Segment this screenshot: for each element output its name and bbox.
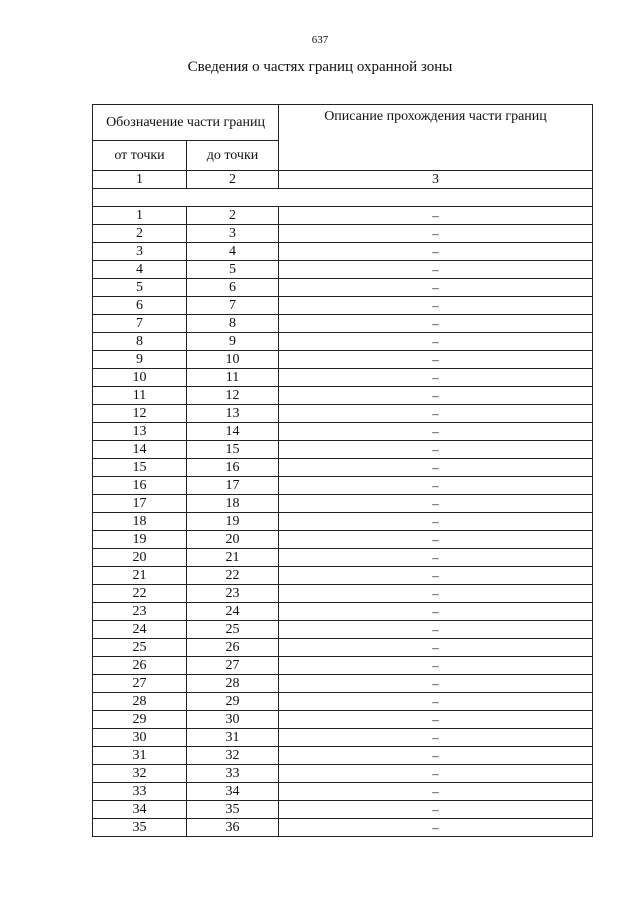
table-row (93, 567, 593, 585)
from-point-cell: 21 (93, 567, 187, 585)
to-point-cell: 36 (187, 819, 279, 837)
to-point-cell: 27 (187, 657, 279, 675)
from-point-cell: 8 (93, 333, 187, 351)
header-description: Описание прохождения части границ (279, 105, 593, 171)
from-point-cell: 16 (93, 477, 187, 495)
description-cell: – (279, 513, 593, 531)
description-cell: – (279, 297, 593, 315)
table-row (93, 297, 593, 315)
table-row (93, 261, 593, 279)
from-point-cell: 20 (93, 549, 187, 567)
from-point-cell: 32 (93, 765, 187, 783)
spacer-cell (93, 189, 593, 207)
to-point-cell: 6 (187, 279, 279, 297)
description-cell: – (279, 585, 593, 603)
description-cell: – (279, 225, 593, 243)
page-number: 637 (311, 34, 329, 46)
table-row (93, 747, 593, 765)
to-point-cell: 18 (187, 495, 279, 513)
table-row (93, 459, 593, 477)
description-cell: – (279, 603, 593, 621)
from-point-cell: 5 (93, 279, 187, 297)
table-row (93, 387, 593, 405)
table-row (93, 585, 593, 603)
description-cell: – (279, 477, 593, 495)
from-point-cell: 29 (93, 711, 187, 729)
from-point-cell: 28 (93, 693, 187, 711)
from-point-cell: 15 (93, 459, 187, 477)
description-cell: – (279, 567, 593, 585)
table-row (93, 351, 593, 369)
table-row (93, 711, 593, 729)
description-cell: – (279, 549, 593, 567)
from-point-cell: 3 (93, 243, 187, 261)
table-row (93, 279, 593, 297)
to-point-cell: 21 (187, 549, 279, 567)
from-point-cell: 30 (93, 729, 187, 747)
description-cell: – (279, 333, 593, 351)
to-point-cell: 14 (187, 423, 279, 441)
to-point-cell: 2 (187, 207, 279, 225)
from-point-cell: 7 (93, 315, 187, 333)
from-point-cell: 6 (93, 297, 187, 315)
to-point-cell: 32 (187, 747, 279, 765)
description-cell: – (279, 315, 593, 333)
from-point-cell: 9 (93, 351, 187, 369)
description-cell: – (279, 657, 593, 675)
from-point-cell: 23 (93, 603, 187, 621)
description-cell: – (279, 369, 593, 387)
to-point-cell: 25 (187, 621, 279, 639)
column-number-1: 1 (93, 171, 187, 189)
to-point-cell: 4 (187, 243, 279, 261)
table-row (93, 783, 593, 801)
boundary-parts-table (92, 104, 593, 837)
description-cell: – (279, 387, 593, 405)
table-row (93, 549, 593, 567)
header-boundary-parts: Обозначение части границ (93, 105, 279, 141)
description-cell: – (279, 675, 593, 693)
to-point-cell: 24 (187, 603, 279, 621)
description-cell: – (279, 441, 593, 459)
description-cell: – (279, 783, 593, 801)
table-row (93, 603, 593, 621)
column-number-row (93, 171, 593, 189)
from-point-cell: 2 (93, 225, 187, 243)
table-row (93, 693, 593, 711)
to-point-cell: 9 (187, 333, 279, 351)
spacer-row (93, 189, 593, 207)
table-row (93, 657, 593, 675)
to-point-cell: 10 (187, 351, 279, 369)
to-point-cell: 31 (187, 729, 279, 747)
table-row (93, 369, 593, 387)
description-cell: – (279, 207, 593, 225)
to-point-cell: 17 (187, 477, 279, 495)
description-cell: – (279, 693, 593, 711)
table-row (93, 513, 593, 531)
table-row (93, 405, 593, 423)
to-point-cell: 20 (187, 531, 279, 549)
table-row (93, 801, 593, 819)
to-point-cell: 16 (187, 459, 279, 477)
description-cell: – (279, 423, 593, 441)
from-point-cell: 27 (93, 675, 187, 693)
document-title: Сведения о частях границ охранной зоны (187, 59, 453, 75)
from-point-cell: 25 (93, 639, 187, 657)
table-row (93, 621, 593, 639)
to-point-cell: 3 (187, 225, 279, 243)
description-cell: – (279, 495, 593, 513)
to-point-cell: 15 (187, 441, 279, 459)
to-point-cell: 35 (187, 801, 279, 819)
description-cell: – (279, 765, 593, 783)
table-row (93, 639, 593, 657)
table-row (93, 315, 593, 333)
to-point-cell: 26 (187, 639, 279, 657)
to-point-cell: 12 (187, 387, 279, 405)
to-point-cell: 5 (187, 261, 279, 279)
from-point-cell: 13 (93, 423, 187, 441)
to-point-cell: 13 (187, 405, 279, 423)
from-point-cell: 19 (93, 531, 187, 549)
to-point-cell: 8 (187, 315, 279, 333)
from-point-cell: 33 (93, 783, 187, 801)
header-to-point: до точки (187, 141, 279, 171)
column-number-3: 3 (279, 171, 593, 189)
table-row (93, 207, 593, 225)
from-point-cell: 14 (93, 441, 187, 459)
to-point-cell: 11 (187, 369, 279, 387)
column-number-2: 2 (187, 171, 279, 189)
to-point-cell: 7 (187, 297, 279, 315)
table-row (93, 423, 593, 441)
table-row (93, 675, 593, 693)
description-cell: – (279, 351, 593, 369)
description-cell: – (279, 801, 593, 819)
table-row (93, 225, 593, 243)
from-point-cell: 12 (93, 405, 187, 423)
description-cell: – (279, 747, 593, 765)
from-point-cell: 18 (93, 513, 187, 531)
description-cell: – (279, 405, 593, 423)
from-point-cell: 35 (93, 819, 187, 837)
to-point-cell: 28 (187, 675, 279, 693)
description-cell: – (279, 729, 593, 747)
to-point-cell: 23 (187, 585, 279, 603)
from-point-cell: 10 (93, 369, 187, 387)
from-point-cell: 26 (93, 657, 187, 675)
description-cell: – (279, 639, 593, 657)
table-row (93, 477, 593, 495)
to-point-cell: 29 (187, 693, 279, 711)
description-cell: – (279, 459, 593, 477)
table-row (93, 729, 593, 747)
header-from-point: от точки (93, 141, 187, 171)
table-row (93, 243, 593, 261)
description-cell: – (279, 711, 593, 729)
from-point-cell: 22 (93, 585, 187, 603)
to-point-cell: 19 (187, 513, 279, 531)
table-row (93, 441, 593, 459)
table-row (93, 531, 593, 549)
table-row (93, 495, 593, 513)
description-cell: – (279, 243, 593, 261)
from-point-cell: 17 (93, 495, 187, 513)
table-row (93, 765, 593, 783)
table-row (93, 819, 593, 837)
table-row (93, 333, 593, 351)
description-cell: – (279, 621, 593, 639)
description-cell: – (279, 279, 593, 297)
from-point-cell: 11 (93, 387, 187, 405)
from-point-cell: 24 (93, 621, 187, 639)
to-point-cell: 22 (187, 567, 279, 585)
from-point-cell: 34 (93, 801, 187, 819)
to-point-cell: 30 (187, 711, 279, 729)
to-point-cell: 33 (187, 765, 279, 783)
description-cell: – (279, 261, 593, 279)
description-cell: – (279, 531, 593, 549)
header-row (93, 105, 593, 141)
from-point-cell: 4 (93, 261, 187, 279)
from-point-cell: 31 (93, 747, 187, 765)
from-point-cell: 1 (93, 207, 187, 225)
description-cell: – (279, 819, 593, 837)
to-point-cell: 34 (187, 783, 279, 801)
